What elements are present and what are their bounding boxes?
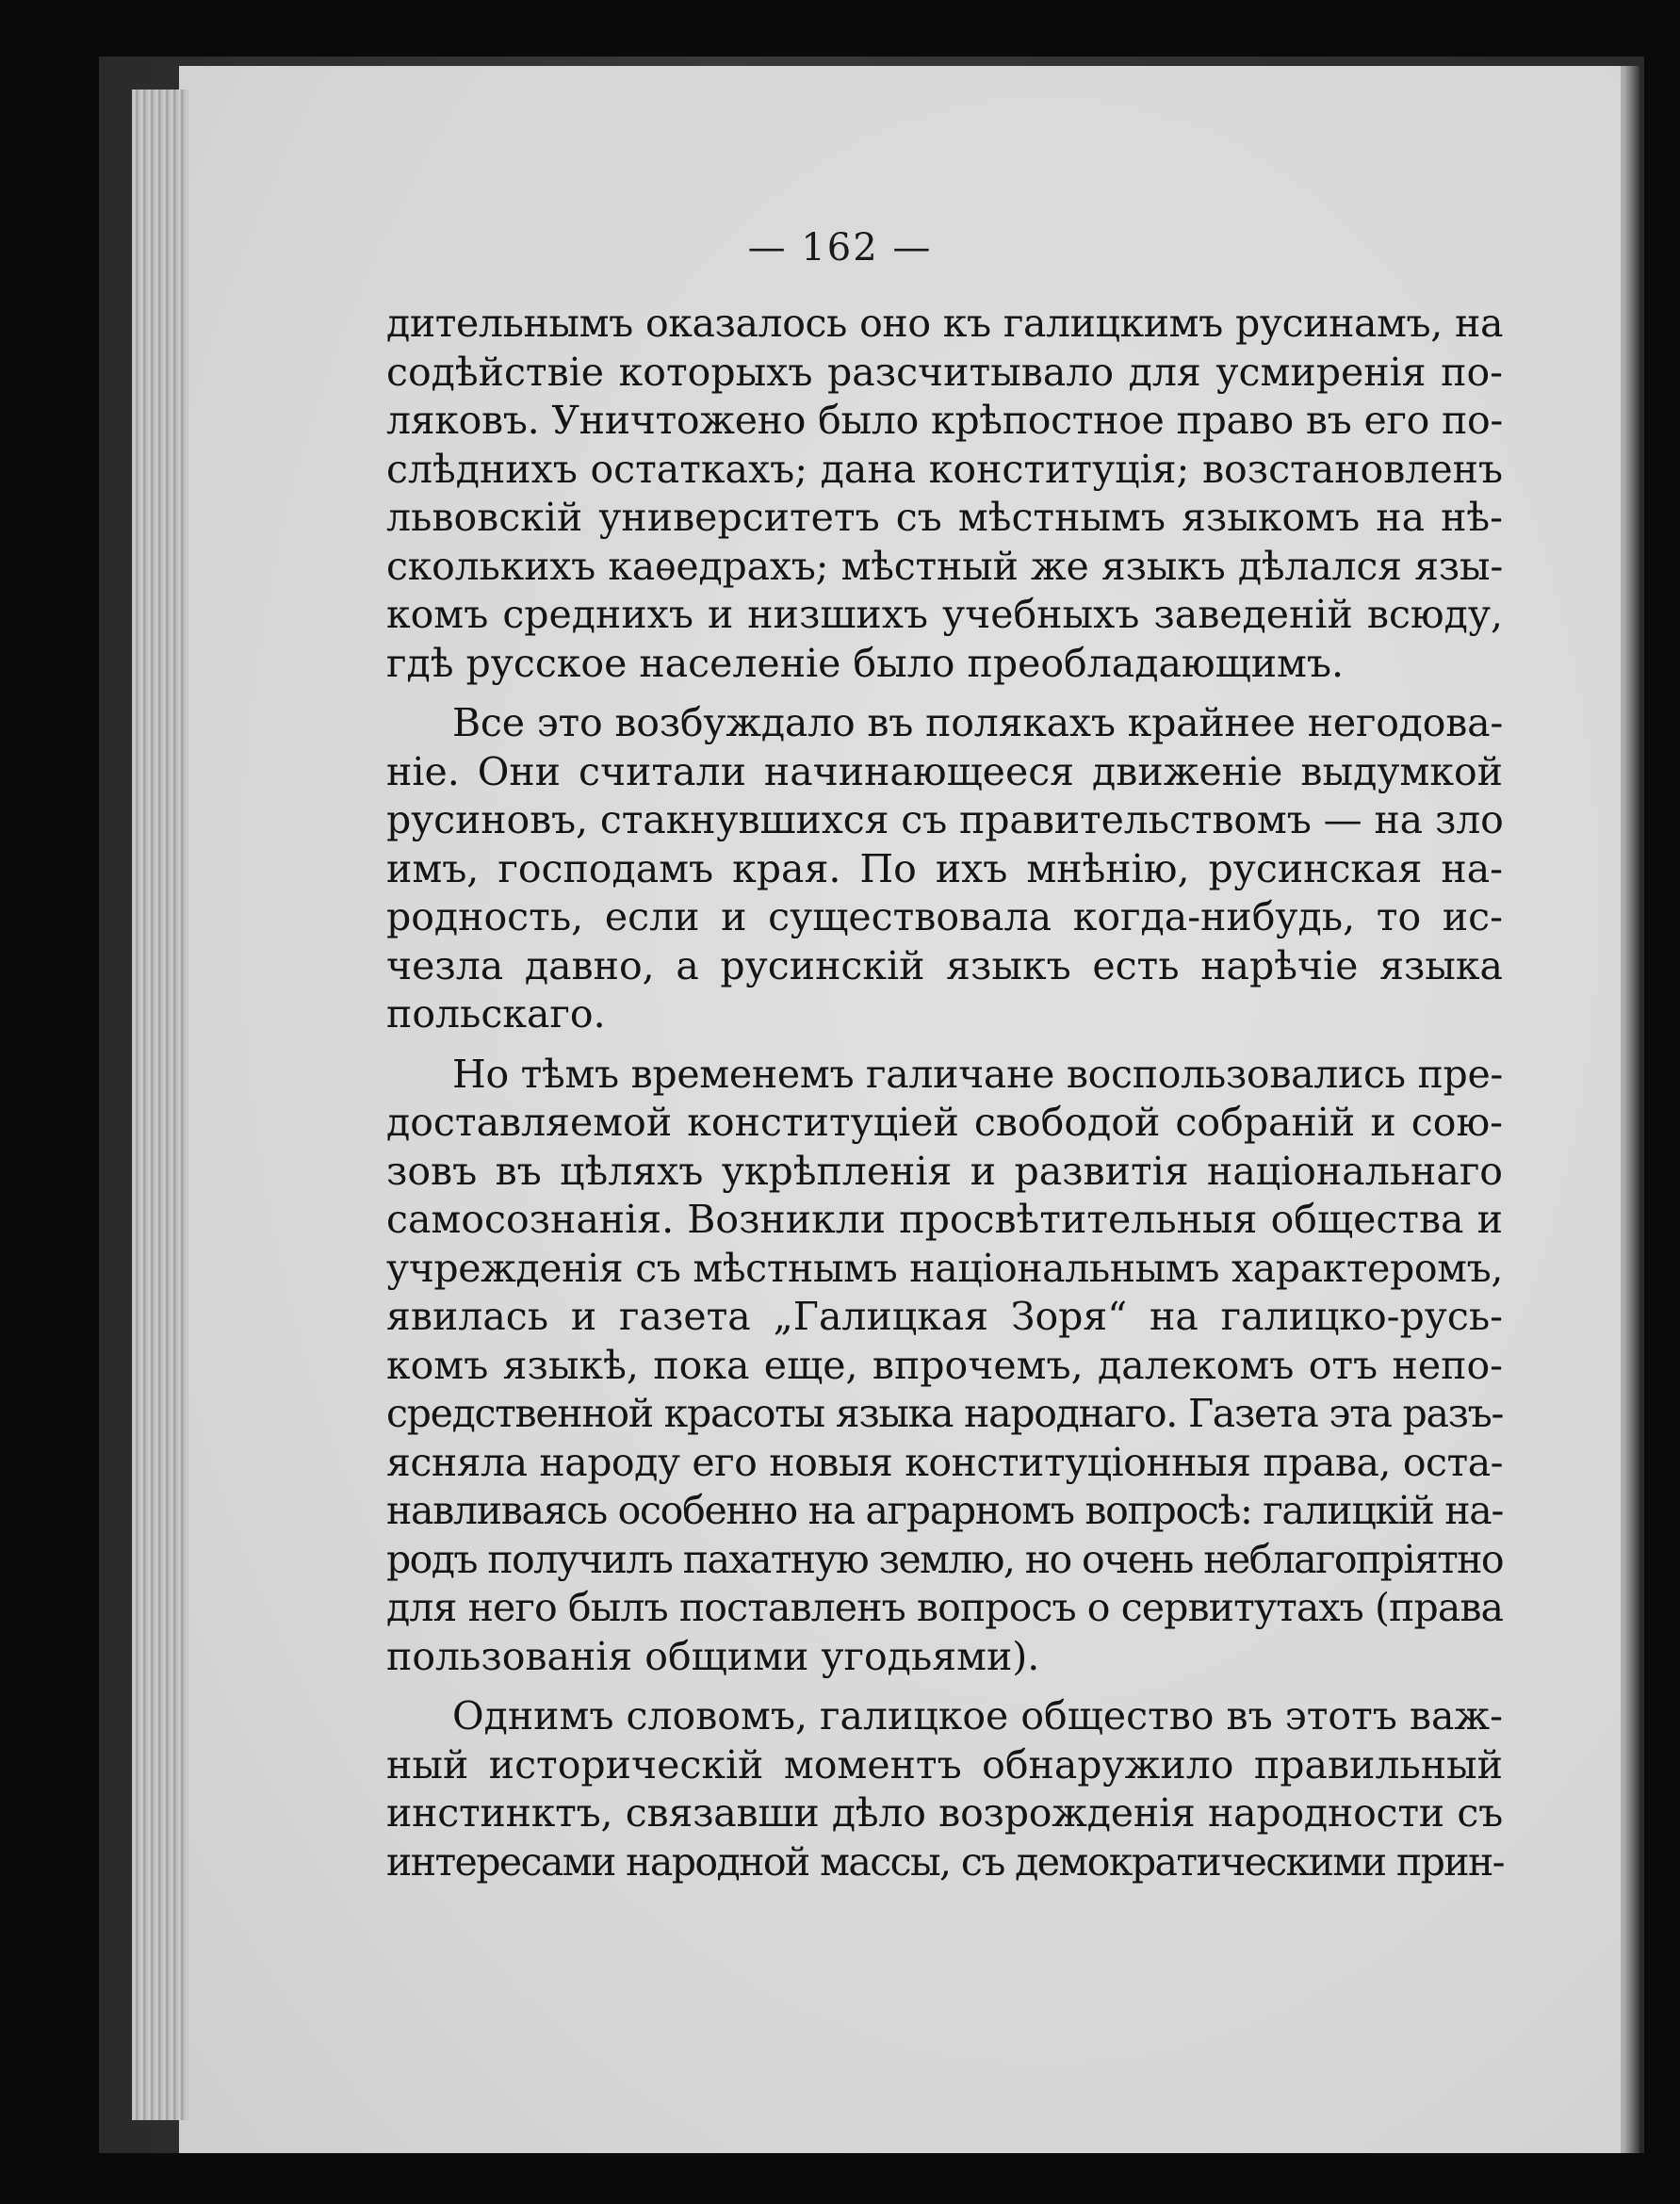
text-line: содѣйствіе которыхъ разсчитывало для усмиренія по- [386,349,1503,395]
text-line: сколькихъ каѳедрахъ; мѣстный же языкъ дѣлался язы- [386,543,1503,589]
text-line: зовъ въ цѣляхъ укрѣпленія и развитія національнаго [386,1148,1503,1194]
text-line: учрежденія съ мѣстнымъ національнымъ характеромъ, [386,1245,1503,1291]
text-line: ный историческій моментъ обнаружило правильный [386,1741,1503,1788]
text-line: львовскій университетъ съ мѣстнымъ языкомъ на нѣ- [386,495,1503,540]
text-line: слѣднихъ остаткахъ; дана конституція; возстановленъ [386,446,1503,492]
text-line: Но тѣмъ временемъ галичане воспользовались пре- [452,1051,1503,1097]
text-line: пользованія общими угодьями). [386,1633,1040,1679]
page-number: — 162 — [747,226,933,269]
text-line: самосознанія. Возникли просвѣтительныя общества и [386,1197,1503,1242]
text-line: интересами народной массы, съ демократическими прин- [386,1838,1504,1885]
body-text [386,300,1503,1898]
text-line: явилась и газета „Галицкая Зоря“ на галицко-русь- [386,1294,1503,1339]
paragraph-4 [386,1692,1503,1886]
page-stack-left [132,90,188,2120]
text-line: инстинктъ, связавши дѣло возрожденія народности съ [386,1790,1503,1836]
text-line: навливаясь особенно на аграрномъ вопросѣ: галицкій на- [386,1488,1504,1533]
text-line: польскаго. [386,991,606,1037]
text-line: чезла давно, а русинскій языкъ есть нарѣчіе языка [386,942,1503,988]
paragraph-3 [386,1051,1503,1682]
text-line: ясняла народу его новыя конституціонныя права, оста- [386,1439,1503,1485]
paragraph-1 [386,300,1503,688]
text-line: доставляемой конституціей свободой собраній и сою- [386,1100,1503,1145]
text-line: Однимъ словомъ, галицкое общество въ этотъ важ- [452,1693,1503,1739]
text-line: дительнымъ оказалось оно къ галицкимъ русинамъ, на [386,301,1503,346]
text-line: родъ получилъ пахатную землю, но очень неблагопріятно [386,1536,1503,1582]
paragraph-2 [386,699,1503,1039]
text-line: гдѣ русское населеніе было преобладающимъ. [386,640,1345,686]
text-line: средственной красоты языка народнаго. Газета эта разъ- [386,1391,1503,1436]
text-line: комъ языкѣ, пока еще, впрочемъ, далекомъ отъ непо- [386,1342,1503,1388]
text-line: для него былъ поставленъ вопросъ о сервитутахъ (права [386,1585,1504,1630]
text-line: ніе. Они считали начинающееся движеніе выдумкой [386,748,1503,794]
text-line: русиновъ, стакнувшихся съ правительствомъ — на зло [386,797,1504,842]
text-line: имъ, господамъ края. По ихъ мнѣнію, русинская на- [386,845,1503,891]
text-line: комъ среднихъ и низшихъ учебныхъ заведеній всюду, [386,592,1503,637]
text-line: Все это возбуждало въ полякахъ крайнее негодова- [452,700,1503,745]
text-line: ляковъ. Уничтожено было крѣпостное право въ его по- [386,398,1503,443]
text-line: родность, если и существовала когда-нибудь, то ис- [386,894,1503,939]
